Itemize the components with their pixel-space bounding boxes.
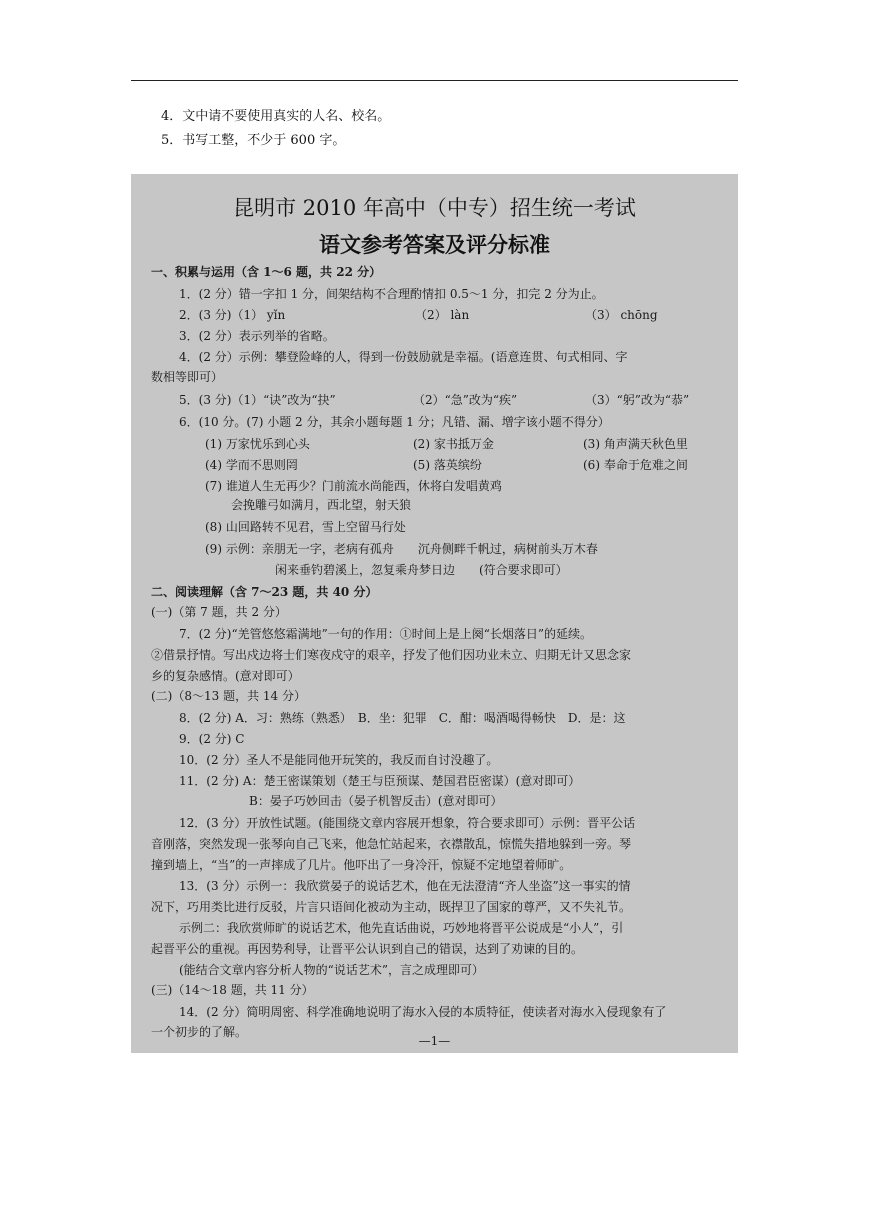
answer-q13-example2: 示例二：我欣赏师旷的说话艺术，他先直话曲说，巧妙地将晋平公说成是“小人”，引 xyxy=(179,921,624,935)
answer-q2-c: （3） chōng xyxy=(585,308,658,322)
answer-q11-a: 11．(2 分) A：楚王密谋策划（楚王与臣预谋、楚国君臣密谋）(意对即可） xyxy=(179,774,581,788)
scanned-answer-sheet xyxy=(131,174,738,1053)
answer-q14: 14．(2 分）简明周密、科学准确地说明了海水入侵的本质特征，使读者对海水入侵现象有了 xyxy=(179,1005,667,1019)
answer-q6-7b: 会挽雕弓如满月，西北望，射天狼 xyxy=(231,498,412,512)
answer-q3: 3．(2 分）表示列举的省略。 xyxy=(179,329,335,343)
answer-q13-cont2: 起晋平公的重视。再因势利导，让晋平公认识到自己的错误，达到了劝谏的目的。 xyxy=(151,942,584,956)
answer-q12-cont1: 音刚落，突然发现一张琴向自己飞来，他急忙站起来，衣襟散乱，惊慌失措地躲到一旁。琴 xyxy=(151,837,632,851)
answer-q6-9a: (9) 示例：亲朋无一字，老病有孤舟 沉舟侧畔千帆过，病树前头万木春 xyxy=(205,542,598,556)
top-rule xyxy=(131,80,738,81)
answer-q6-4: (4) 学而不思则罔 xyxy=(205,458,298,472)
section-2-heading: 二、阅读理解（含 7～23 题，共 40 分） xyxy=(151,585,378,599)
answer-q7-cont1: ②借景抒情。写出戍边将士们寒夜戍守的艰辛，抒发了他们因功业未立、归期无计又思念家 xyxy=(151,648,632,662)
section-1-heading: 一、积累与运用（含 1～6 题，共 22 分） xyxy=(151,265,382,279)
answer-q5-c: （3）“躬”改为“恭” xyxy=(585,393,690,407)
answer-q6-6: (6) 奉命于危难之间 xyxy=(583,458,688,472)
answer-q13-note: (能结合文章内容分析人物的“说话艺术”，言之成理即可） xyxy=(179,963,484,977)
part-3-heading: (三)（14～18 题，共 11 分） xyxy=(151,983,314,997)
answer-q6-1: (1) 万家忧乐到心头 xyxy=(205,437,310,451)
answer-q2-b: （2） làn xyxy=(415,308,470,322)
answer-q5-b: （2）“急”改为“疾” xyxy=(413,393,518,407)
answer-q6-9b: 闲来垂钓碧溪上，忽复乘舟梦日边 (符合要求即可） xyxy=(275,563,568,577)
answer-q6-8: (8) 山回路转不见君，雪上空留马行处 xyxy=(205,520,406,534)
answer-q12-cont2: 撞到墙上，“当”的一声摔成了几片。他吓出了一身冷汗，惊疑不定地望着师旷。 xyxy=(151,858,572,872)
answer-q1: 1．(2 分）错一字扣 1 分，间架结构不合理酌情扣 0.5～1 分，扣完 2 分为止。 xyxy=(179,287,604,301)
page-number: —1— xyxy=(418,1034,451,1048)
answer-q8: 8．(2 分) A．习：熟练（熟悉） B．坐：犯罪 C．酣：喝酒喝得畅快 D．是：这 xyxy=(179,711,626,725)
answer-q5-a: 5．(3 分)（1）“诀”改为“抉” xyxy=(179,393,336,407)
exam-title: 昆明市 2010 年高中（中专）招生统一考试 xyxy=(233,196,636,220)
answer-q13-cont1: 况下，巧用类比进行反驳，片言只语间化被动为主动，既捍卫了国家的尊严，又不失礼节。 xyxy=(151,900,632,914)
answer-q10: 10．(2 分）圣人不是能同他开玩笑的，我反而自讨没趣了。 xyxy=(179,753,499,767)
answer-q14-cont: 一个初步的了解。 xyxy=(151,1025,248,1039)
answer-q7-cont2: 乡的复杂感情。(意对即可） xyxy=(151,669,300,683)
answer-q2: 2．(3 分)（1） yǐn xyxy=(179,308,286,322)
answer-q4-cont: 数相等即可） xyxy=(151,370,224,384)
note-line-5: 5．书写工整，不少于 600 字。 xyxy=(161,133,346,148)
answer-q6-3: (3) 角声满天秋色里 xyxy=(583,437,688,451)
answer-q13: 13．(3 分）示例一：我欣赏晏子的说话艺术，他在无法澄清“齐人坐盗”这一事实的情 xyxy=(179,879,631,893)
answer-q4: 4．(2 分）示例：攀登险峰的人，得到一份鼓励就是幸福。(语意连贯、句式相同、字 xyxy=(179,350,628,364)
part-2-heading: (二)（8～13 题，共 14 分） xyxy=(151,689,306,703)
answer-q9: 9．(2 分) C xyxy=(179,732,245,746)
note-line-4: 4．文中请不要使用真实的人名、校名。 xyxy=(161,109,391,124)
answer-q7: 7．(2 分)“羌管悠悠霜满地”一句的作用：①时间上是上阕“长烟落日”的延续。 xyxy=(179,627,592,641)
answer-q6-5: (5) 落英缤纷 xyxy=(413,458,482,472)
answer-q6-2: (2) 家书抵万金 xyxy=(413,437,494,451)
part-1-heading: (一)（第 7 题，共 2 分） xyxy=(151,605,287,619)
answer-q6-7a: (7) 谁道人生无再少？门前流水尚能西，休将白发唱黄鸡 xyxy=(205,479,502,493)
answer-q11-b: B：晏子巧妙回击（晏子机智反击）(意对即可） xyxy=(249,794,503,808)
answer-q6: 6．(10 分。(7) 小题 2 分，其余小题每题 1 分；凡错、漏、增字该小题不得分） xyxy=(179,415,610,429)
exam-subtitle: 语文参考答案及评分标准 xyxy=(319,232,550,257)
answer-q12: 12．(3 分）开放性试题。(能围绕文章内容展开想象，符合要求即可）示例：晋平公话 xyxy=(179,816,636,830)
